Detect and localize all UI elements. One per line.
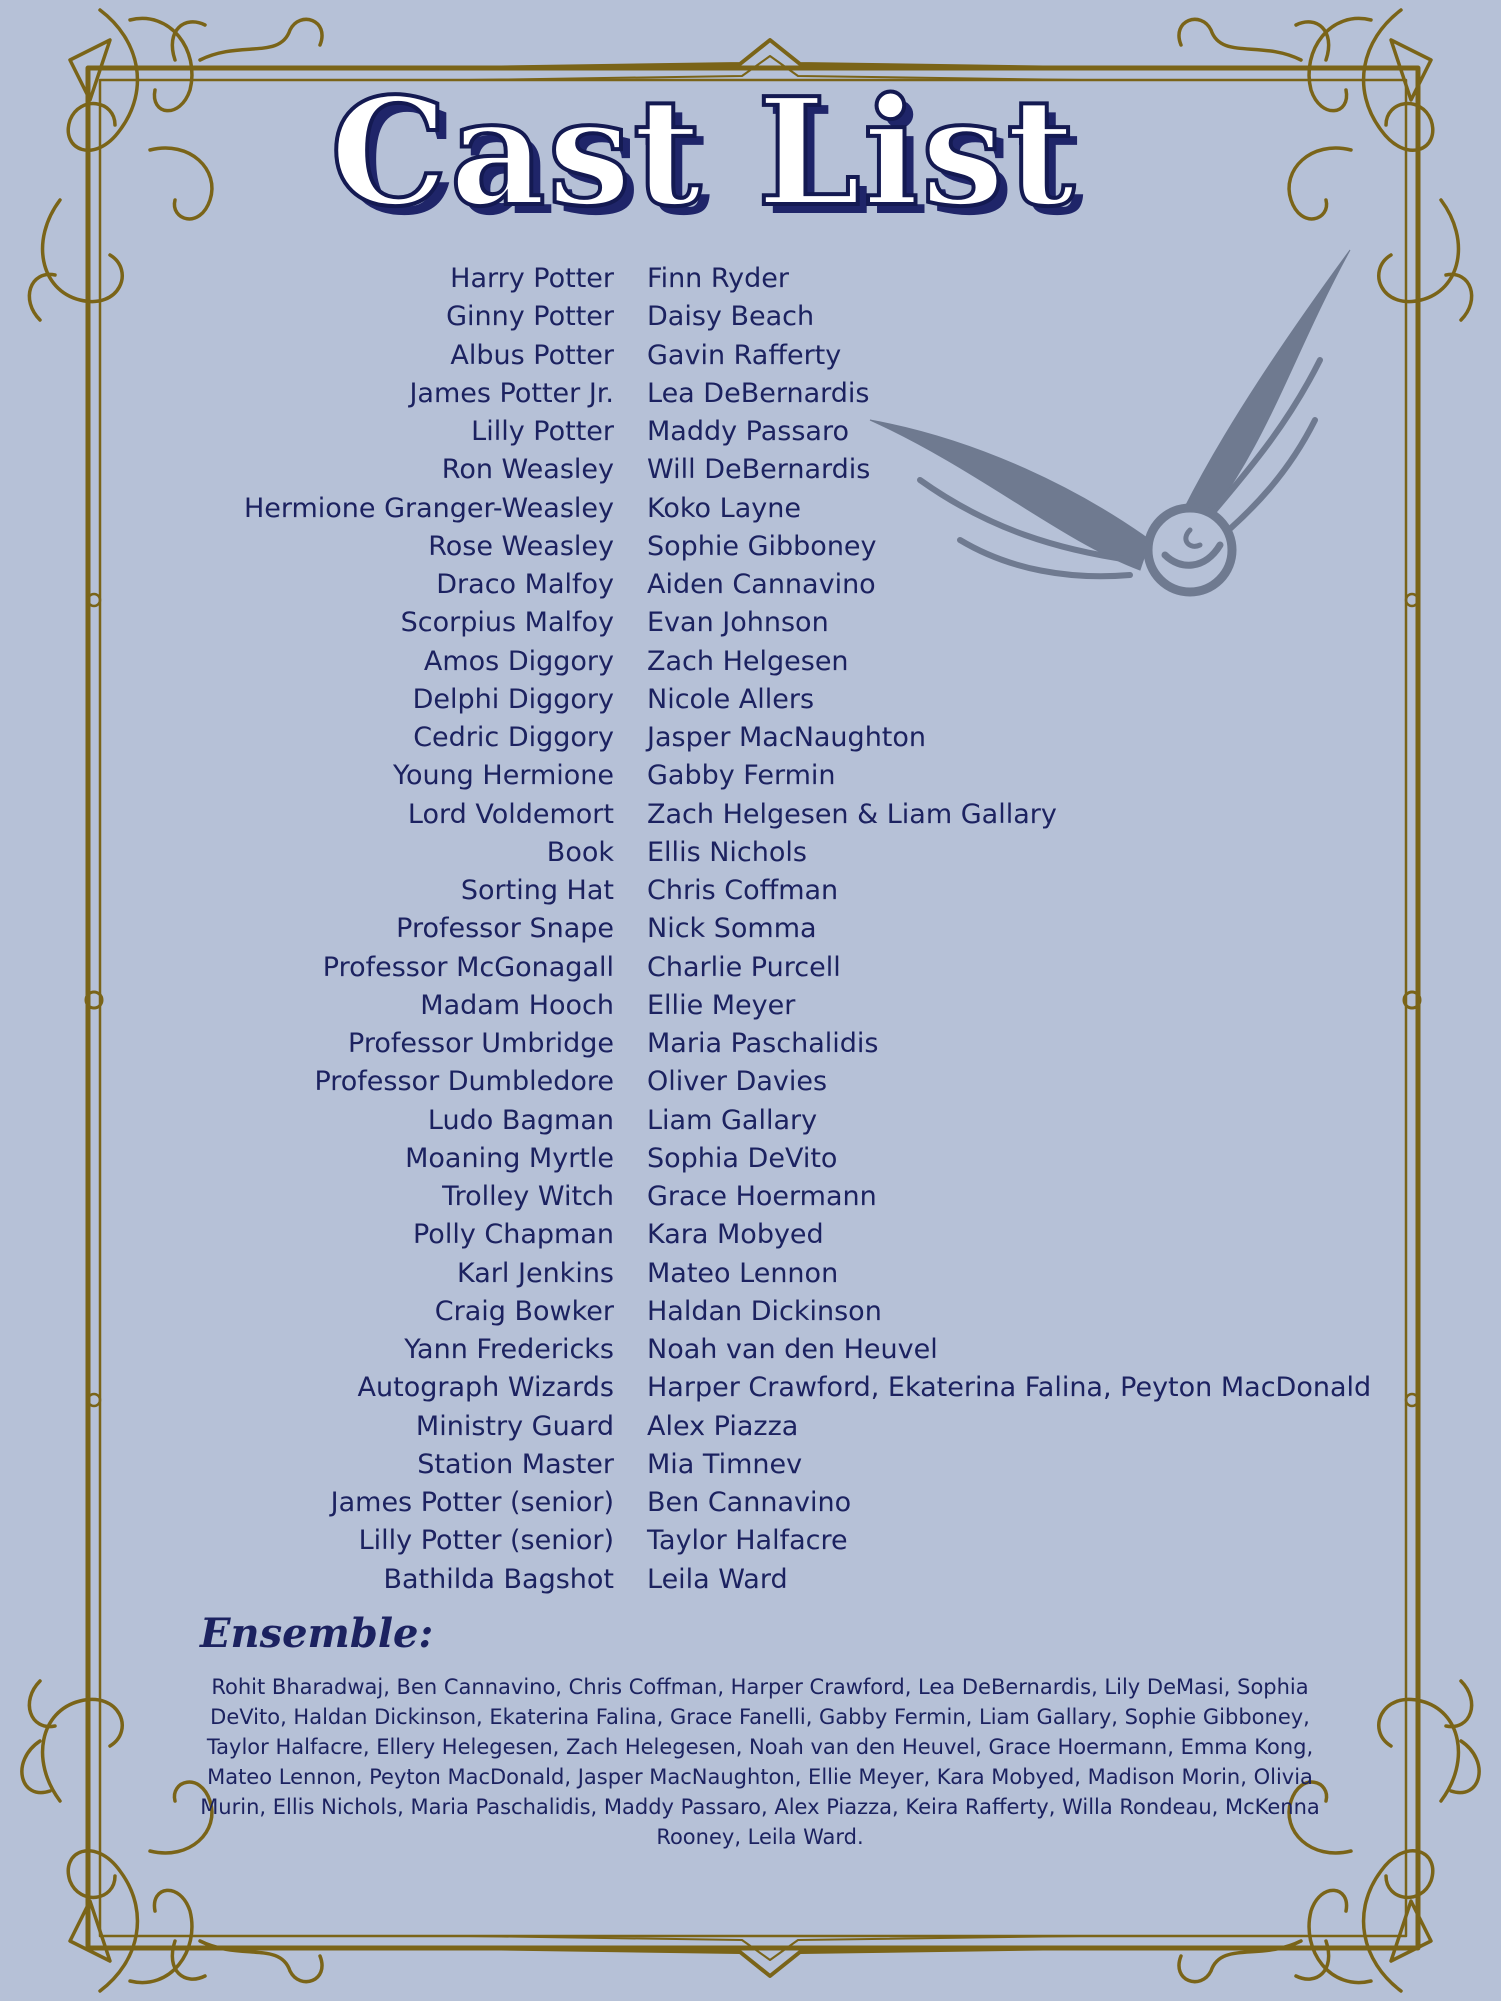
actor-name: Haldan Dickinson bbox=[647, 1295, 882, 1327]
role-name: Ginny Potter bbox=[446, 301, 614, 333]
cast-row bbox=[0, 719, 1501, 757]
role-name: Book bbox=[546, 836, 614, 868]
cast-row bbox=[0, 1408, 1501, 1446]
actor-name: Evan Johnson bbox=[647, 607, 829, 639]
actor-name: Daisy Beach bbox=[647, 301, 815, 333]
actor-name: Alex Piazza bbox=[647, 1410, 799, 1442]
cast-row bbox=[0, 681, 1501, 719]
actor-name: Jasper MacNaughton bbox=[647, 722, 927, 753]
cast-row bbox=[0, 604, 1501, 642]
actor-name: Ben Cannavino bbox=[647, 1487, 852, 1518]
actor-name: Ellie Meyer bbox=[647, 989, 796, 1021]
cast-row bbox=[0, 1025, 1501, 1063]
role-name: Professor Umbridge bbox=[348, 1028, 614, 1059]
cast-row bbox=[0, 1522, 1501, 1560]
actor-name: Mia Timnev bbox=[647, 1448, 803, 1480]
actor-name: Charlie Purcell bbox=[647, 951, 841, 983]
role-name: Autograph Wizards bbox=[357, 1372, 614, 1404]
actor-name: Harper Crawford, Ekaterina Falina, Peyton MacDonald bbox=[647, 1372, 1372, 1404]
role-name: Young Hermione bbox=[393, 760, 614, 792]
cast-row bbox=[0, 987, 1501, 1025]
role-name: Ron Weasley bbox=[441, 454, 614, 486]
actor-name: Zach Helgesen bbox=[647, 645, 849, 677]
cast-row bbox=[0, 260, 1501, 298]
role-name: Professor McGonagall bbox=[322, 951, 614, 983]
cast-row bbox=[0, 1178, 1501, 1216]
cast-row bbox=[0, 1293, 1501, 1331]
actor-name: Leila Ward bbox=[647, 1563, 788, 1595]
role-name: James Potter (senior) bbox=[330, 1487, 614, 1518]
cast-row bbox=[0, 566, 1501, 604]
cast-row bbox=[0, 413, 1501, 451]
cast-row bbox=[0, 796, 1501, 834]
role-name: Lilly Potter (senior) bbox=[358, 1525, 614, 1557]
cast-row bbox=[0, 757, 1501, 795]
cast-row bbox=[0, 375, 1501, 413]
cast-row bbox=[0, 1331, 1501, 1369]
role-name: Harry Potter bbox=[450, 263, 614, 294]
cast-row bbox=[0, 1102, 1501, 1140]
actor-name: Chris Coffman bbox=[647, 875, 839, 906]
role-name: Amos Diggory bbox=[423, 645, 614, 677]
cast-list bbox=[0, 260, 1501, 1599]
actor-name: Grace Hoermann bbox=[647, 1181, 877, 1212]
role-name: Delphi Diggory bbox=[412, 683, 614, 715]
role-name: Karl Jenkins bbox=[457, 1257, 614, 1289]
actor-name: Gabby Fermin bbox=[647, 760, 836, 792]
actor-name: Oliver Davies bbox=[647, 1066, 828, 1098]
cast-row bbox=[0, 1446, 1501, 1484]
actor-name: Koko Layne bbox=[647, 492, 801, 524]
role-name: Craig Bowker bbox=[434, 1295, 614, 1327]
page-title: Cast List bbox=[330, 65, 1077, 239]
actor-name: Kara Mobyed bbox=[647, 1219, 824, 1251]
actor-name: Ellis Nichols bbox=[647, 836, 807, 868]
actor-name: Aiden Cannavino bbox=[647, 569, 876, 600]
actor-name: Taylor Halfacre bbox=[647, 1525, 848, 1557]
role-name: Cedric Diggory bbox=[413, 722, 614, 753]
role-name: Lilly Potter bbox=[471, 416, 614, 447]
role-name: Bathilda Bagshot bbox=[383, 1563, 614, 1595]
role-name: Professor Snape bbox=[396, 913, 614, 945]
ensemble-names: Rohit Bharadwaj, Ben Cannavino, Chris Coffman, Harper Crawford, Lea DeBernardis, Lily DeMasi, Sophia DeVito, Haldan Dickinson, Ekaterina Falina, Grace Fanelli, Gabby Fermin, Liam Gallary, Sophie Gibboney, Taylor Halfacre, Ellery Helegesen, Zach Helegesen, Noah van den Heuvel, Grace Hoermann, Emma Kong, Mateo Lennon, Peyton MacDonald, Jasper MacNaughton, Ellie Meyer, Kara Mobyed, Madison Morin, Olivia Murin, Ellis Nichols, Maria Paschalidis, Maddy Passaro, Alex Piazza, Keira Rafferty, Willa Rondeau, McKenna Rooney, Leila Ward. bbox=[200, 1675, 1320, 1849]
role-name: Draco Malfoy bbox=[436, 569, 614, 600]
role-name: Ministry Guard bbox=[415, 1410, 614, 1442]
role-name: Yann Fredericks bbox=[404, 1334, 614, 1365]
role-name: Hermione Granger-Weasley bbox=[243, 492, 614, 524]
ensemble-heading: Ensemble: bbox=[200, 1610, 434, 1657]
actor-name: Nick Somma bbox=[647, 913, 817, 945]
actor-name: Lea DeBernardis bbox=[647, 377, 870, 409]
role-name: Madam Hooch bbox=[420, 989, 614, 1021]
actor-name: Sophie Gibboney bbox=[647, 530, 877, 562]
role-name: Trolley Witch bbox=[442, 1181, 614, 1212]
role-name: Albus Potter bbox=[450, 339, 614, 371]
cast-row bbox=[0, 643, 1501, 681]
actor-name: Maddy Passaro bbox=[647, 416, 849, 447]
actor-name: Will DeBernardis bbox=[647, 454, 871, 486]
actor-name: Noah van den Heuvel bbox=[647, 1334, 938, 1365]
cast-row bbox=[0, 528, 1501, 566]
role-name: Ludo Bagman bbox=[427, 1104, 614, 1136]
cast-row bbox=[0, 490, 1501, 528]
role-name: Polly Chapman bbox=[412, 1219, 614, 1251]
actor-name: Nicole Allers bbox=[647, 683, 815, 715]
cast-row bbox=[0, 949, 1501, 987]
cast-row bbox=[0, 451, 1501, 489]
cast-row bbox=[0, 1561, 1501, 1599]
actor-name: Sophia DeVito bbox=[647, 1142, 838, 1174]
actor-name: Maria Paschalidis bbox=[647, 1028, 879, 1059]
cast-row bbox=[0, 1063, 1501, 1101]
role-name: Professor Dumbledore bbox=[314, 1066, 614, 1098]
cast-row bbox=[0, 1369, 1501, 1407]
role-name: James Potter Jr. bbox=[409, 377, 614, 409]
role-name: Scorpius Malfoy bbox=[400, 607, 614, 639]
cast-row bbox=[0, 1255, 1501, 1293]
cast-row bbox=[0, 834, 1501, 872]
role-name: Moaning Myrtle bbox=[405, 1142, 614, 1174]
actor-name: Mateo Lennon bbox=[647, 1257, 839, 1289]
cast-row bbox=[0, 910, 1501, 948]
actor-name: Zach Helgesen & Liam Gallary bbox=[647, 798, 1057, 830]
cast-row bbox=[0, 1216, 1501, 1254]
cast-row bbox=[0, 1484, 1501, 1522]
actor-name: Liam Gallary bbox=[647, 1104, 818, 1136]
role-name: Sorting Hat bbox=[460, 875, 614, 906]
actor-name: Finn Ryder bbox=[647, 263, 789, 294]
cast-row bbox=[0, 298, 1501, 336]
cast-row bbox=[0, 872, 1501, 910]
actor-name: Gavin Rafferty bbox=[647, 339, 842, 371]
cast-row bbox=[0, 337, 1501, 375]
cast-row bbox=[0, 1140, 1501, 1178]
role-name: Station Master bbox=[417, 1448, 614, 1480]
role-name: Lord Voldemort bbox=[407, 798, 614, 830]
role-name: Rose Weasley bbox=[428, 530, 614, 562]
